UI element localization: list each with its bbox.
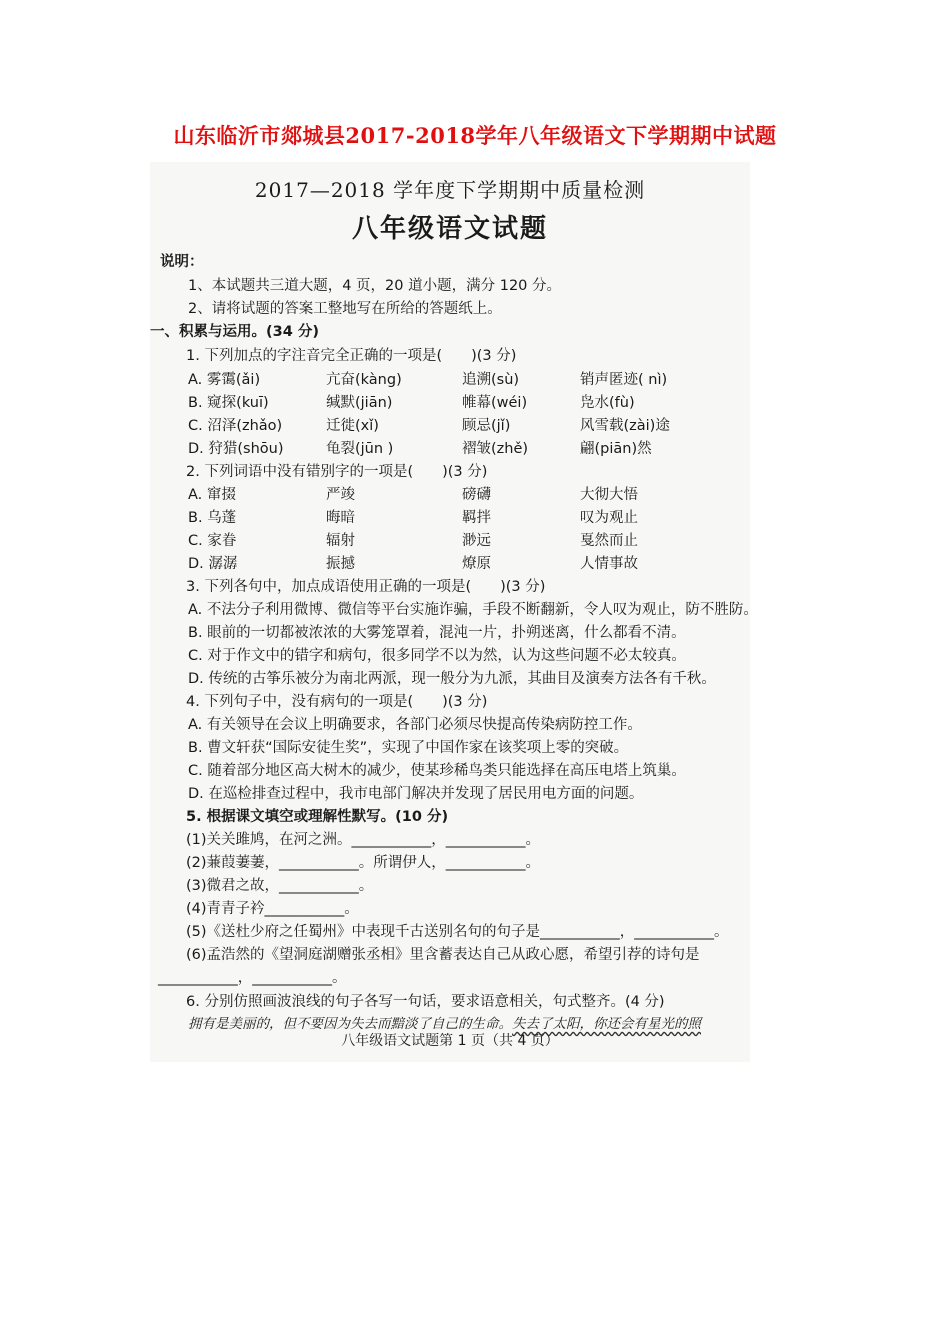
- q3-option-b: B. 眼前的一切都被浓浓的大雾笼罩着，混沌一片，扑朔迷离，什么都看不清。: [188, 625, 686, 641]
- document-title: 山东临沂市郯城县2017-2018学年八年级语文下学期期中试题: [173, 123, 777, 148]
- q4-option-a: A. 有关领导在会议上明确要求，各部门必须尽快提高传染病防控工作。: [188, 717, 642, 733]
- q5-item: (1)关关雎鸠，在河之洲。___________，___________。: [186, 832, 541, 848]
- exam-header: 2017—2018 学年度下学期期中质量检测: [254, 178, 646, 202]
- instruction-item: 2、请将试题的答案工整地写在所给的答题纸上。: [188, 301, 502, 317]
- q5-continuation: ___________，___________。: [158, 970, 347, 986]
- q3-option-d: D. 传统的古筝乐被分为南北两派，现一般分为九派，其曲目及演奏方法各有千秋。: [188, 671, 716, 687]
- q3-stem: 3. 下列各句中，加点成语使用正确的一项是( )(3 分): [186, 579, 546, 595]
- q1-stem: 1. 下列加点的字注音完全正确的一项是( )(3 分): [186, 348, 517, 364]
- q6-sample-plain: 拥有是美丽的，但不要因为失去而黯淡了自己的生命。: [188, 1016, 512, 1032]
- q4-option-d: D. 在巡检排查过程中，我市电部门解决并发现了居民用电方面的问题。: [188, 786, 644, 802]
- q5-stem: 5. 根据课文填空或理解性默写。(10 分): [186, 809, 449, 825]
- q3-option-c: C. 对于作文中的错字和病句，很多同学不以为然，认为这些问题不必太较真。: [188, 648, 686, 664]
- q4-option-b: B. 曹文轩获“国际安徒生奖”，实现了中国作家在该奖项上零的突破。: [188, 740, 629, 756]
- q6-sample: [188, 1012, 701, 1032]
- instruction-item: 1、本试题共三道大题，4 页，20 道小题，满分 120 分。: [188, 278, 562, 294]
- q5-item: (2)蒹葭萋萋，___________。所谓伊人，___________。: [186, 855, 541, 871]
- q6-stem: 6. 分别仿照画波浪线的句子各写一句话，要求语意相关，句式整齐。(4 分): [186, 994, 665, 1010]
- exam-title: 八年级语文试题: [351, 214, 548, 244]
- q2-stem: 2. 下列词语中没有错别字的一项是( )(3 分): [186, 464, 488, 480]
- q5-item: (5)《送杜少府之任蜀州》中表现千古送别名句的句子是___________，___________。: [186, 924, 729, 940]
- scanned-exam-page: 2017—2018 学年度下学期期中质量检测 八年级语文试题 说明： 1、本试题共三道大题，4 页，20 道小题，满分 120 分。 2、请将试题的答案工整地写在所给的答题纸上。 一、积累与运用。(34 分) 1. 下列加点的字注音完全正确的一项是( )(3 分) A. 雾霭(ǎi) 亢奋(kàng) 追溯(sù) 销声匿迹( nì) B. 窥探(kuī) 缄默(jiān) 帷幕(wéi) 凫水(fù) C. 沼泽(zhǎo) 迁徙(xǐ) 顾忌(jǐ) 风雪载(zài)途 D. 狩猎(shōu) 龟裂(jūn ) 褶皱(zhě) 翩(piān)然 2. 下列词语中没有错别字的一项是( )(3 分) A. 窜掇 严竣 磅礴 大彻大悟 B. 乌蓬 晦暗 羁拌 叹为观止 C. 家眷 辐射 渺远 戛然而止 D. 潺潺 振撼 燎原 人情事故 3. 下列各句中，加点成语使用正确的一项是( )(3 分) A. 不法分子利用微博、微信等平台实施诈骗，手段不断翻新，令人叹为观止，防不胜防。 B. 眼前的一切都被浓浓的大雾笼罩着，混沌一片，扑朔迷离，什么都看不清。 C. 对于作文中的错字和病句，很多同学不以为然，认为这些问题不必太较真。 D. 传统的古筝乐被分为南北两派，现一般分为九派，其曲目及演奏方法各有千秋。 4. 下列句子中，没有病句的一项是( )(3 分) A. 有关领导在会议上明确要求，各部门必须尽快提高传染病防控工作。 B. 曹文轩获“国际安徒生奖”，实现了中国作家在该奖项上零的突破。 C. 随着部分地区高大树木的减少，使某珍稀鸟类只能选择在高压电塔上筑巢。 D. 在巡检排查过程中，我市电部门解决并发现了居民用电方面的问题。 5. 根据课文填空或理解性默写。(10 分) (1)关关雎鸠，在河之洲。___________，___________。 (2)蒹葭萋萋，___________。所谓伊人，___________。 (3)微君之故，___________。 (4)青青子衿___________。 (5)《送杜少府之任蜀州》中表现千古送别名句的句子是___________，___________。 (6)孟浩然的《望洞庭湖赠张丞相》里含蓄表达自己从政心愿，希望引荐的诗句是 ___________，___________。 6. 分别仿照画波浪线的句子各写一句话，要求语意相关，句式整齐。(4 分) 拥有是美丽的，但不要因为失去而黯淡了自己的生命。失去了太阳，你还会有星光的照 八年级语文试题第 1 页（共 4 页）: [150, 162, 750, 1062]
- q5-item: (6)孟浩然的《望洞庭湖赠张丞相》里含蓄表达自己从政心愿，希望引荐的诗句是: [186, 947, 700, 963]
- q6-sample-wavy: 失去了太阳，你还会有星光的照: [512, 1016, 701, 1032]
- instructions-label: 说明：: [160, 254, 204, 270]
- q4-option-c: C. 随着部分地区高大树木的减少，使某珍稀鸟类只能选择在高压电塔上筑巢。: [188, 763, 686, 779]
- q3-option-a: A. 不法分子利用微博、微信等平台实施诈骗，手段不断翻新，令人叹为观止，防不胜防。: [188, 602, 758, 618]
- q5-item: (3)微君之故，___________。: [186, 878, 374, 894]
- q4-stem: 4. 下列句子中，没有病句的一项是( )(3 分): [186, 694, 488, 710]
- section1-title: 一、积累与运用。(34 分): [150, 324, 319, 340]
- page-footer: 八年级语文试题第 1 页（共 4 页）: [341, 1033, 559, 1049]
- q5-item: (4)青青子衿___________。: [186, 901, 359, 917]
